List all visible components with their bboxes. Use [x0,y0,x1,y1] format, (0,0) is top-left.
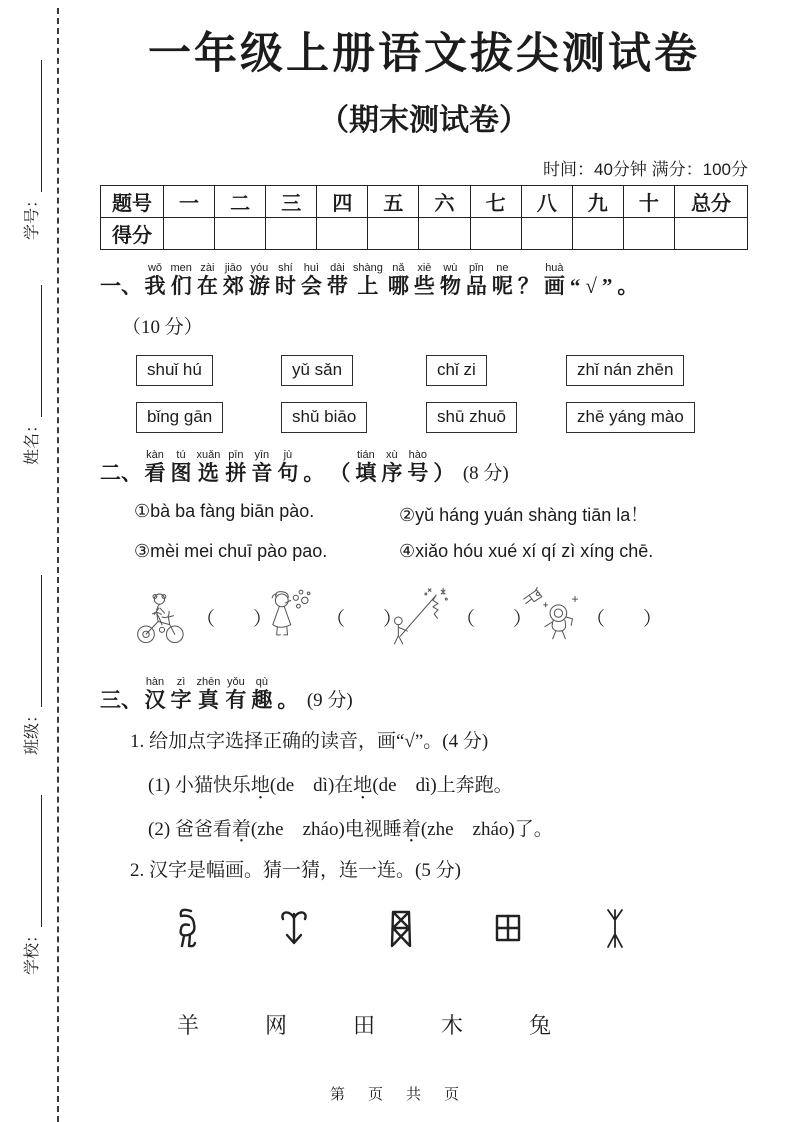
match-character: 田 [352,1012,375,1038]
school-label: 学校： [23,926,41,975]
student-number-label: 学号： [23,191,41,240]
question-3-text: 汉hàn字zì真zhēn有yǒu趣qù。 [144,676,299,713]
score-blank-cell [572,218,623,250]
match-character: 网 [264,1012,287,1038]
pinyin-box: shū zhuō [426,402,517,433]
astronaut-in-space-icon [520,574,584,660]
question-1-score: （10 分） [122,317,203,339]
score-table-cell: 八 [521,186,572,218]
fold-dashed-line [57,8,59,1122]
score-blank-cell [470,218,521,250]
girl-blowing-bubbles-icon [260,574,324,660]
field-pictograph-icon [488,907,528,951]
pinyin-box: chǐ zi [426,355,487,386]
score-blank-cell [317,218,368,250]
time-and-score-note: 时间：40分钟 满分：100分 [543,160,748,180]
page-subtitle: （期末测试卷） [319,104,529,138]
tree-pictograph-icon [595,907,635,951]
rabbit-pictograph-icon [167,907,207,951]
score-table-score-row [101,218,748,250]
match-character: 羊 [176,1012,199,1038]
question-3-score: (9 分) [306,690,353,712]
score-table-cell: 二 [215,186,266,218]
sheep-pictograph-icon [274,907,314,951]
score-blank-cell [266,218,317,250]
question-3-sub1-item1: (1) 小猫快乐地(de dì)在地(de dì)上奔跑。 [148,774,513,796]
pinyin-box: shuǐ hú [136,355,213,386]
pinyin-word-boxes [136,355,748,433]
sentence-option: ②yǔ háng yuán shàng tiān la！ [399,505,649,526]
question-3-sub2-heading: 2. 汉字是幅画。猜一猜，连一连。(5 分) [130,860,461,882]
question-3-sub1-item2: (2) 爸爸看着(zhe zháo)电视睡着(zhe zháo)了。 [148,818,553,840]
pinyin-box: zhē yáng mào [566,402,695,433]
answer-bracket: （ ） [196,608,273,630]
ancient-pictograph-row [167,907,748,951]
student-info-row [10,0,50,1060]
student-number-blank-line [27,60,42,192]
question-1-heading [100,262,748,300]
student-info-margin [10,0,54,1122]
score-blank-cell [623,218,674,250]
score-table-cell: 七 [470,186,521,218]
school-blank-line [27,795,42,927]
score-table-cell: 六 [419,186,470,218]
score-table-cell: 一 [164,186,215,218]
pinyin-sentence-options [134,501,748,562]
question-2-heading [100,449,748,487]
net-pictograph-icon [381,907,421,951]
question-2-score: (8 分) [462,463,509,485]
answer-bracket: （ ） [456,608,533,630]
school-field [19,795,42,975]
page-footer: 第 页 共 页 [329,1086,463,1103]
sentence-option: ③mèi mei chuī pào pao. [134,541,328,562]
name-label: 姓名： [23,416,41,465]
class-field [19,575,42,755]
score-blank-cell [675,218,748,250]
score-blank-cell [368,218,419,250]
score-table-cell: 总分 [675,186,748,218]
father-setting-firecrackers-icon [390,574,454,660]
match-character-row [176,1009,748,1040]
name-blank-line [27,285,42,417]
answer-bracket: （ ） [326,608,403,630]
picture-item [520,574,663,660]
pinyin-box: shǔ biāo [281,402,367,433]
question-3-sub1-heading: 1. 给加点字选择正确的读音，画“√”。(4 分) [130,731,489,753]
student-number-field [19,60,42,240]
picture-item [130,574,273,660]
page-title: 一年级上册语文拔尖测试卷 [148,30,700,78]
score-table-cell: 题号 [101,186,164,218]
match-character: 兔 [528,1012,551,1038]
question-2-number: 二、 [100,461,142,486]
pinyin-box: yǔ sǎn [281,355,353,386]
score-table-cell: 三 [266,186,317,218]
answer-bracket: （ ） [586,608,663,630]
class-blank-line [27,575,42,707]
question-2-text: 看kàn图tú选xuǎn拼pīn音yīn句jù。 （ 填tián序xù号hào） [144,449,455,486]
picture-item [260,574,403,660]
question-1-number: 一、 [100,274,142,299]
paper-content [100,30,748,1040]
sentence-option: ④xiǎo hóu xué xí qí zì xíng chē. [399,541,654,562]
class-label: 班级： [23,706,41,755]
score-table-cell: 五 [368,186,419,218]
score-blank-cell [419,218,470,250]
picture-item [390,574,533,660]
score-row-label: 得分 [101,218,164,250]
score-table [100,185,748,250]
pinyin-box: bǐng gān [136,402,223,433]
score-blank-cell [164,218,215,250]
pinyin-box: zhǐ nán zhēn [566,355,684,386]
match-character: 木 [440,1012,463,1038]
score-blank-cell [215,218,266,250]
score-blank-cell [521,218,572,250]
score-table-cell: 九 [572,186,623,218]
question-3-number: 三、 [100,688,142,713]
sentence-option: ①bà ba fàng biān pào. [134,501,315,522]
question-2-pictures [130,574,748,660]
score-table-cell: 四 [317,186,368,218]
question-1-text: 我wǒ们men在zài郊jiāo游yóu时shí会huì带dài上shàng哪nǎ些xiē物wù品pǐn呢ne？ 画huà“ √ ” 。 [144,262,639,299]
name-field [19,285,42,465]
score-table-header-row [101,186,748,218]
score-table-cell: 十 [623,186,674,218]
question-3-heading [100,676,748,714]
monkey-riding-bicycle-icon [130,574,194,660]
